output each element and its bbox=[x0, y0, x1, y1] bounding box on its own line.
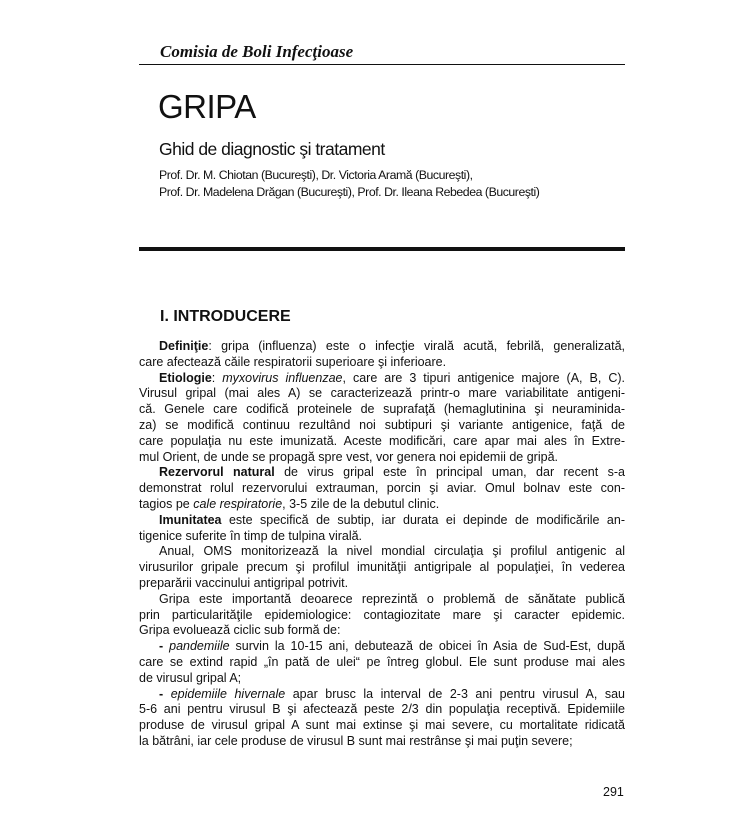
term-epidemii: epidemiile hivernale bbox=[170, 686, 286, 701]
term-definitie: Definiţie bbox=[159, 339, 209, 353]
document-title: GRIPA bbox=[158, 88, 256, 125]
paragraph-rezervor bbox=[139, 465, 625, 481]
text-line: de virusul gripal A; bbox=[139, 670, 242, 685]
text-fragment: tagios pe bbox=[139, 496, 194, 511]
page-number: 291 bbox=[603, 785, 624, 799]
text-line: 5-6 ani pentru virusul B şi afectează peste 2/3 din populaţia receptivă. Epidemiile bbox=[139, 702, 625, 717]
text-line: produse de virusul gripal A sunt mai extinse şi mai severe, cu mortalitate ridicată bbox=[139, 718, 625, 733]
text-line: : gripa (influenza) este o infecţie virală acută, febrilă, generalizată, bbox=[208, 339, 625, 353]
text-line: că. Genele care codifică proteinele de suprafaţă (hemaglutinina şi neuraminida- bbox=[139, 402, 625, 417]
authors-line-1: Prof. Dr. M. Chiotan (Bucureşti), Dr. Victoria Aramă (Bucureşti), bbox=[159, 168, 473, 182]
paragraph-definitie bbox=[139, 339, 625, 355]
term-pandemii: pandemiile bbox=[169, 639, 230, 654]
text-line: apar brusc la interval de 2-3 ani pentru virusul A, sau bbox=[285, 686, 625, 701]
paragraph-imunitate bbox=[139, 513, 625, 529]
text-line: za) se modifică continuu rezultând noi subtipuri şi variante antigenice, faţă de bbox=[139, 417, 625, 432]
text-line: Virusul gripal (mai ales A) se caracterizează printr-o mare variabilitate antigeni- bbox=[139, 386, 625, 401]
paragraph-importanta: Gripa este importantă deoarece reprezintă o problemă de sănătate publică bbox=[159, 591, 625, 606]
text-line: , care are 3 tipuri antigenice majore (A, B, C). bbox=[342, 370, 625, 385]
journal-header: Comisia de Boli Infecţioase bbox=[160, 42, 354, 61]
header-rule bbox=[139, 64, 625, 65]
term-rezervor: Rezervorul natural bbox=[159, 465, 275, 480]
text-line: care se extind rapid „în pată de ulei“ pe întreg globul. Ele sunt produse mai ales bbox=[139, 654, 625, 669]
authors-line-2: Prof. Dr. Madelena Drăgan (Bucureşti), Prof. Dr. Ileana Rebedea (Bucureşti) bbox=[159, 185, 540, 199]
text-line: tigenice suferite în timp de tulpina virală. bbox=[139, 528, 363, 543]
list-item-pandemii bbox=[139, 639, 625, 655]
text-fragment: , 3-5 zile de la debutul clinic. bbox=[282, 496, 440, 511]
text-line: virusurilor gripale precum şi profilul imunităţii antigripale al populaţiei, în vederea bbox=[139, 560, 625, 575]
text-line: prin particularităţile epidemiologice: contagiozitate mare şi caracter epidemic. bbox=[139, 607, 625, 622]
paragraph-etiologie bbox=[139, 371, 625, 387]
body-text bbox=[139, 339, 625, 750]
section-heading: I. INTRODUCERE bbox=[160, 308, 291, 325]
text-line: la bătrâni, iar cele produse de virusul B sunt mai restrânse şi mai puţin severe; bbox=[139, 733, 573, 748]
text-line: demonstrat rolul rezervorului extrauman, porcin şi aviar. Omul bolnav este con- bbox=[139, 481, 625, 496]
text-line: mul Orient, de unde se propagă spre vest, vor genera noi epidemii de gripă. bbox=[139, 449, 558, 464]
text-line: care afectează căile respiratorii superioare şi inferioare. bbox=[139, 354, 447, 369]
text-line: care populaţia nu este imunizată. Aceste modificări, care apar mai ales în Extre- bbox=[139, 433, 625, 448]
paragraph-oms: Anual, OMS monitorizează la nivel mondial circulaţia şi profilul antigenic al bbox=[159, 544, 625, 559]
title-divider bbox=[139, 247, 625, 251]
text-separator: : bbox=[211, 370, 223, 385]
document-subtitle: Ghid de diagnostic şi tratament bbox=[159, 139, 385, 159]
term-etiologie: Etiologie bbox=[159, 370, 212, 385]
text-line: Gripa evoluează ciclic sub formă de: bbox=[139, 623, 341, 638]
text-line: preparării vaccinului antigripal potrivit. bbox=[139, 575, 349, 590]
text-line: de virus gripal este în principal uman, dar recent s-a bbox=[274, 465, 625, 480]
emphasis-text: cale respiratorie bbox=[193, 496, 283, 511]
term-imunitate: Imunitatea bbox=[159, 512, 222, 527]
list-dash: - bbox=[159, 639, 170, 654]
text-line-mixed bbox=[139, 497, 625, 513]
list-item-epidemii bbox=[139, 687, 625, 703]
text-line: este specifică de subtip, iar durata ei depinde de modificările an- bbox=[221, 512, 625, 527]
text-line: survin la 10-15 ani, debutează de obicei în Asia de Sud-Est, după bbox=[229, 639, 625, 654]
list-dash: - bbox=[159, 686, 171, 701]
virus-name: myxovirus influenzae bbox=[222, 370, 343, 385]
